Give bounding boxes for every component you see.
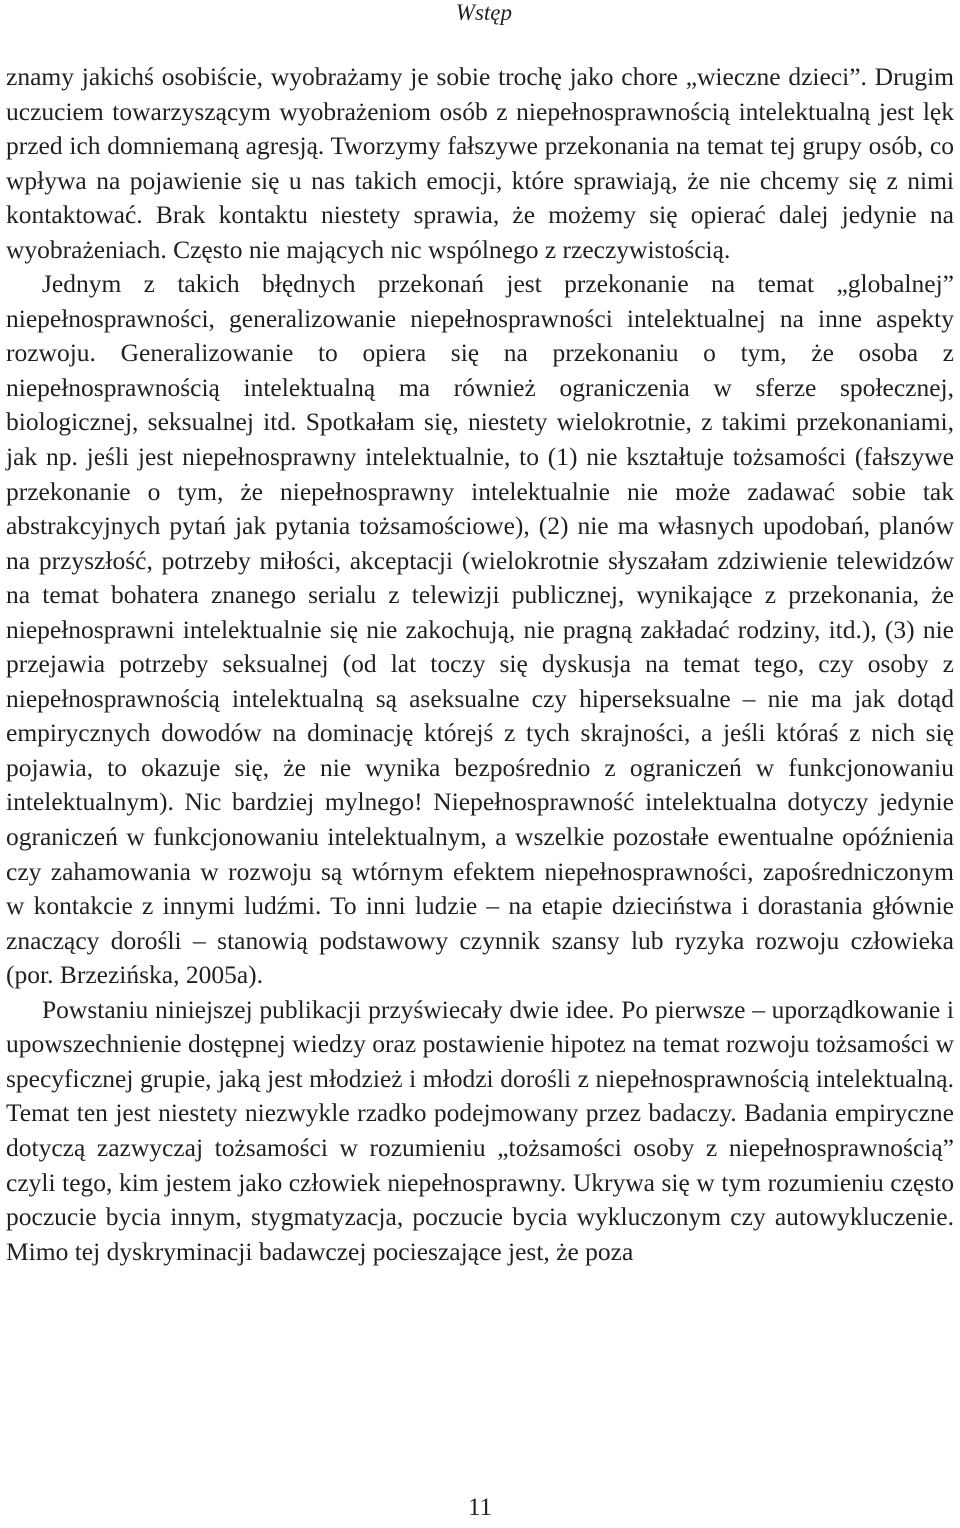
running-header	[0, 0, 960, 26]
page-number: 11	[467, 1494, 493, 1521]
paragraph-generalization: Jednym z takich błędnych przekonań jest przekonanie na temat „globalnej” niepełnosprawności, generalizowanie niepełnosprawności intelektualnej na inne aspekty rozwoju. Generalizowanie to opiera się na przekonaniu o tym, że osoba z niepełnosprawnością intelektualną ma również ograniczenia w sferze społecznej, biologicznej, seksualnej itd. Spotkałam się, niestety wielokrotnie, z takimi przekonaniami, jak np. jeśli jest niepełnosprawny intelektualnie, to (1) nie kształtuje tożsamości (fałszywe przekonanie o tym, że niepełnosprawny intelektualnie nie może zadawać sobie tak abstrakcyjnych pytań jak pytania tożsamościowe), (2) nie ma własnych upodobań, planów na przyszłość, potrzeby miłości, akceptacji (wielokrotnie słyszałam zdziwienie telewidzów na temat bohatera znanego serialu z telewizji publicznej, wynikające z przekonania, że niepełnosprawni intelektualnie się nie zakochują, nie pragną zakładać rodziny, itd.), (3) nie przejawia potrzeby seksualnej (od lat toczy się dyskusja na temat tego, czy osoby z niepełnosprawnością intelektualną są aseksualne czy hiperseksualne – nie ma jak dotąd empirycznych dowodów na dominację którejś z tych skrajności, a jeśli któraś z nich się pojawia, to okazuje się, że nie wynika bezpośrednio z ograniczeń w funkcjonowaniu intelektualnym). Nic bardziej mylnego! Niepełnosprawność intelektualna dotyczy jedynie ograniczeń w funkcjonowaniu intelektualnym, a wszelkie pozostałe ewentualne opóźnienia czy zahamowania w rozwoju są wtórnym efektem niepełnosprawności, zapośredniczonym w kontakcie z innymi ludźmi. To inni ludzie – na etapie dzieciństwa i dorastania głównie znaczący dorośli – stanowią podstawowy czynnik szansy lub ryzyka rozwoju człowieka (por. Brzezińska, 2005a).	[6, 269, 954, 990]
running-title: Wstęp	[455, 0, 512, 25]
paragraph-publication-ideas: Powstaniu niniejszej publikacji przyświecały dwie idee. Po pierwsze – uporządkowanie i upowszechnienie dostępnej wiedzy oraz postawienie hipotez na temat rozwoju tożsamości w specyficznej grupie, jaką jest młodzież i młodzi dorośli z niepełnosprawnością intelektualną. Temat ten jest niestety niezwykle rzadko podejmowany przez badaczy. Badania empiryczne dotyczą zazwyczaj tożsamości w rozumieniu „tożsamości osoby z niepełnosprawnością” czyli tego, kim jestem jako człowiek niepełnosprawny. Ukrywa się w tym rozumieniu często poczucie bycia innym, stygmatyzacja, poczucie bycia wykluczonym czy autowykluczenie. Mimo tej dyskryminacji badawczej pocieszające jest, że poza	[6, 994, 954, 1266]
main-text	[6, 60, 954, 1269]
paragraph-continuation: znamy jakichś osobiście, wyobrażamy je sobie trochę jako chore „wieczne dzieci”. Drugim uczuciem towarzyszącym wyobrażeniom osób z niepełnosprawnością intelektualną jest lęk przed ich domniemaną agresją. Tworzymy fałszywe przekonania na temat tej grupy osób, co wpływa na pojawienie się u nas takich emocji, które sprawiają, że nie chcemy się z nimi kontaktować. Brak kontaktu niestety sprawia, że możemy się opierać dalej jedynie na wyobrażeniach. Często nie mających nic wspólnego z rzeczywistością.	[6, 62, 954, 264]
